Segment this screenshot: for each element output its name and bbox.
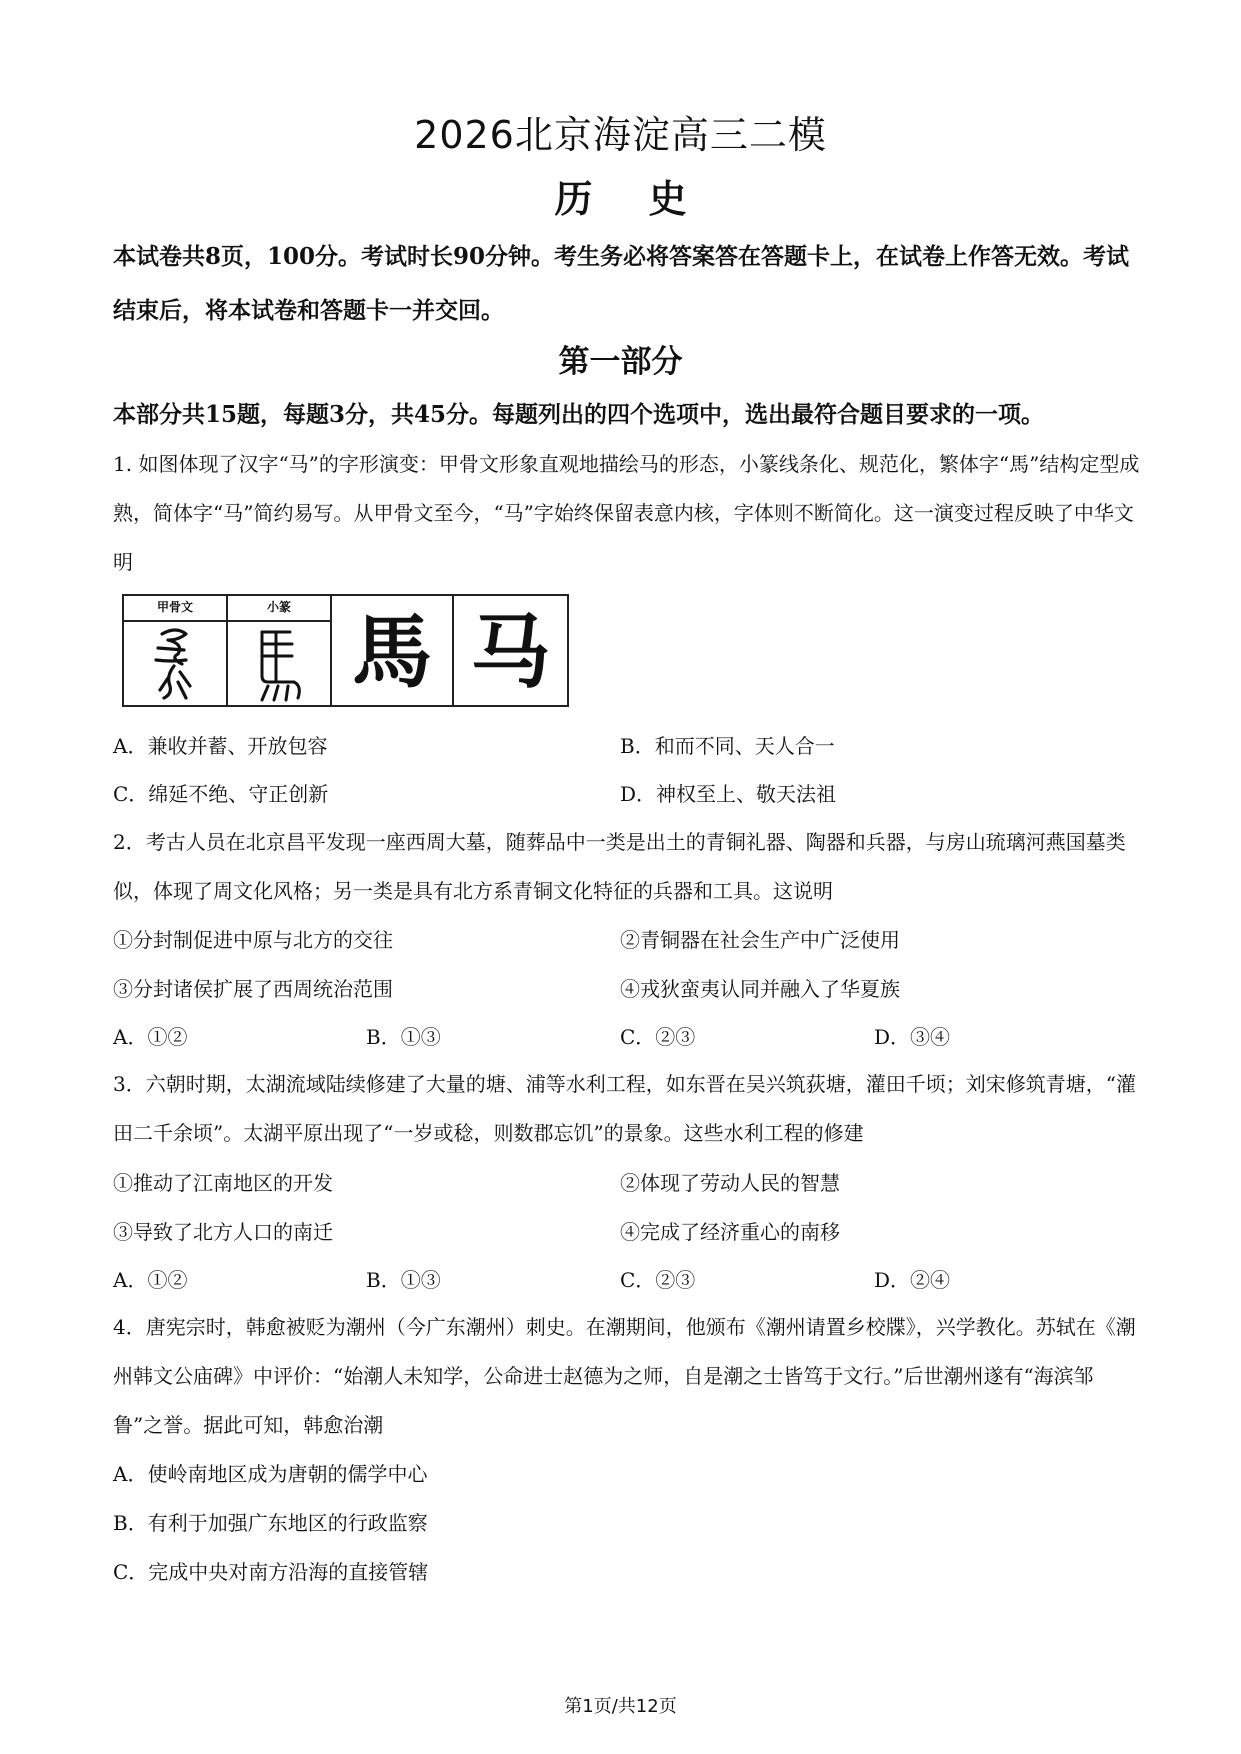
character-evolution-table (122, 594, 569, 707)
question-2-option-a: A．①② (113, 1025, 188, 1049)
exam-instructions: 本试卷共8页，100分。考试时长90分钟。考生务必将答案答在答题卡上，在试卷上作答无效。考试结束后，将本试卷和答题卡一并交回。 (113, 243, 1130, 324)
question-4-option-a: A．使岭南地区成为唐朝的儒学中心 (113, 1462, 428, 1486)
question-3-statement-3: ③导致了北方人口的南迁 (113, 1220, 333, 1244)
question-3-option-c: C．②③ (620, 1268, 696, 1292)
question-1-stem: 1. 如图体现了汉字“马”的字形演变：甲骨文形象直观地描绘马的形态，小篆线条化、规范化，繁体字“馬”结构定型成熟，简体字“马”简约易写。从甲骨文至今，“马”字始终保留表意内核，字体则不断简化。这一演变过程反映了中华文明 (113, 452, 1140, 574)
question-3-option-a: A．①② (113, 1268, 188, 1292)
question-2-statement-2: ②青铜器在社会生产中广泛使用 (620, 928, 900, 952)
page-number: 第1页/共12页 (564, 1696, 677, 1717)
question-3-option-d: D．②④ (874, 1268, 951, 1292)
question-1-option-b: B．和而不同、天人合一 (620, 734, 835, 758)
seal-script-horse-glyph (228, 620, 328, 704)
question-2-statement-4: ④戎狄蛮夷认同并融入了华夏族 (620, 977, 900, 1001)
question-1-option-c: C．绵延不绝、守正创新 (113, 782, 329, 806)
question-4-option-b: B．有利于加强广东地区的行政监察 (113, 1511, 428, 1535)
question-3-stem: 3．六朝时期，太湖流域陆续修建了大量的塘、浦等水利工程，如东晋在吴兴筑荻塘，灌田千顷；刘宋修筑青塘，“灌田二千余顷”。太湖平原出现了“一岁或稔，则数郡忘饥”的景象。这些水利工程的修建 (113, 1072, 1136, 1145)
question-3-statement-2: ②体现了劳动人民的智慧 (620, 1171, 840, 1195)
question-2-statement-1: ①分封制促进中原与北方的交往 (113, 928, 393, 952)
oracle-bone-cell (124, 596, 228, 705)
question-2-stem: 2．考古人员在北京昌平发现一座西周大墓，随葬品中一类是出土的青铜礼器、陶器和兵器，与房山琉璃河燕国墓类似，体现了周文化风格；另一类是具有北方系青铜文化特征的兵器和工具。这说明 (113, 830, 1126, 903)
question-2-option-b: B．①③ (366, 1025, 441, 1049)
exam-title: 2026北京海淀高三二模 (414, 113, 827, 157)
traditional-horse-char: 馬 (352, 605, 432, 699)
traditional-char-cell (332, 596, 454, 705)
part-instructions: 本部分共15题，每题3分，共45分。每题列出的四个选项中，选出最符合题目要求的一项。 (113, 401, 1045, 428)
question-1-option-a: A．兼收并蓄、开放包容 (113, 734, 328, 758)
simplified-char-cell (454, 596, 567, 705)
seal-script-label: 小篆 (228, 596, 330, 622)
question-3-statement-1: ①推动了江南地区的开发 (113, 1171, 333, 1195)
simplified-horse-char: 马 (470, 605, 551, 699)
question-3-statement-4: ④完成了经济重心的南移 (620, 1220, 840, 1244)
question-2-option-c: C．②③ (620, 1025, 696, 1049)
question-4-option-c: C．完成中央对南方沿海的直接管辖 (113, 1560, 429, 1584)
seal-script-cell (228, 596, 332, 705)
subject-title: 历史 (554, 176, 743, 221)
question-1-option-d: D．神权至上、敬天法祖 (620, 782, 837, 806)
oracle-bone-label: 甲骨文 (124, 596, 226, 622)
question-4-stem: 4．唐宪宗时，韩愈被贬为潮州（今广东潮州）刺史。在潮期间，他颁布《潮州请置乡校牒》，兴学教化。苏轼在《潮州韩文公庙碑》中评价：“始潮人未知学，公命进士赵德为之师，自是潮之士皆笃于文行。”后世潮州遂有“海滨邹鲁”之誉。据此可知，韩愈治潮 (113, 1315, 1136, 1437)
question-2-option-d: D．③④ (874, 1025, 951, 1049)
part-heading: 第一部分 (558, 344, 683, 380)
question-3-option-b: B．①③ (366, 1268, 441, 1292)
oracle-bone-horse-glyph (124, 620, 224, 704)
question-2-statement-3: ③分封诸侯扩展了西周统治范围 (113, 977, 393, 1001)
